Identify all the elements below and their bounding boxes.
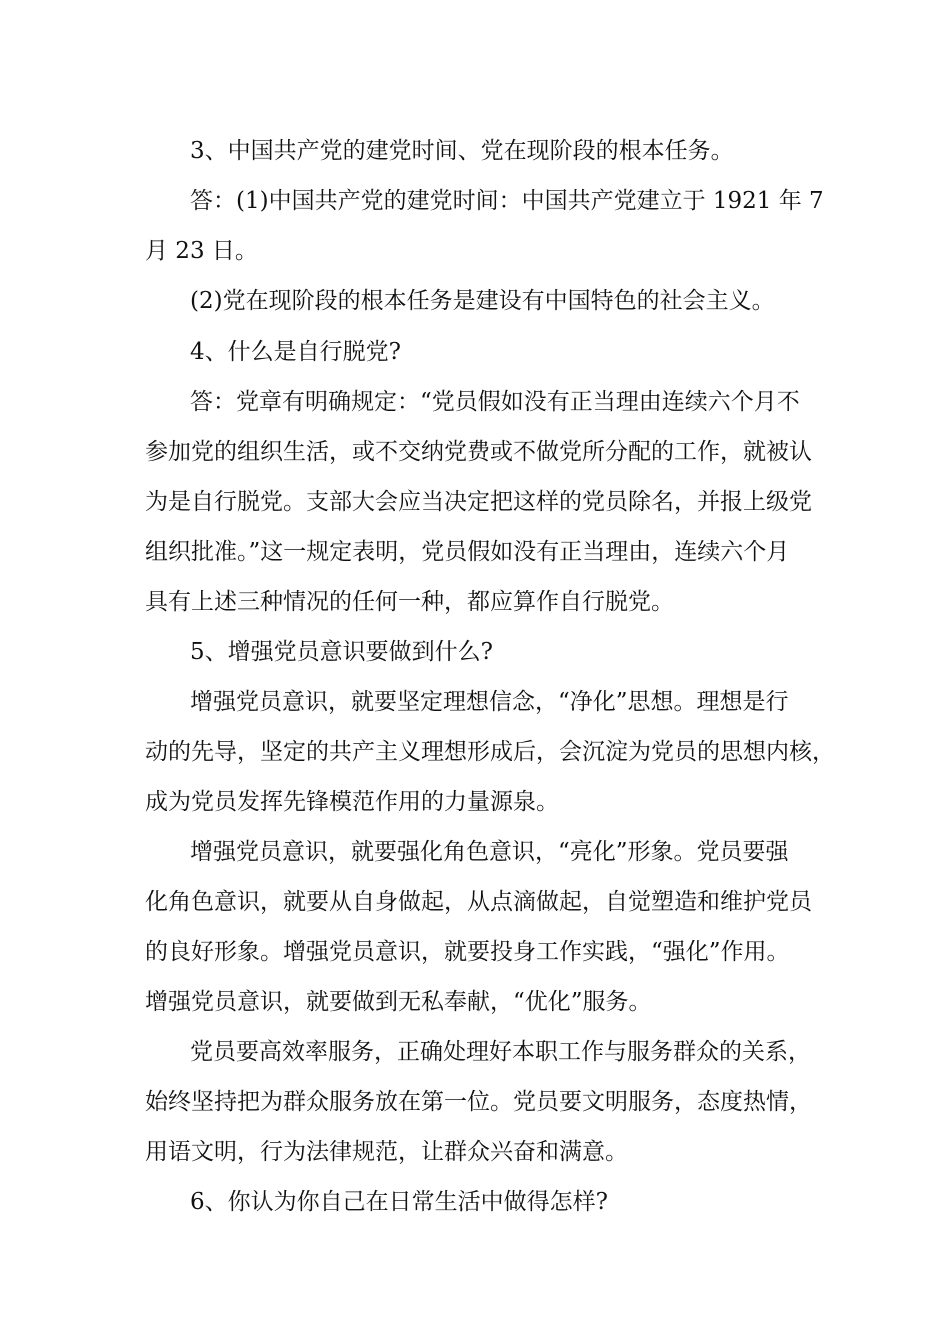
answer-4-line-5: 具有上述三种情况的任何一种，都应算作自行脱党。 <box>145 589 674 615</box>
answer-4-line-3: 为是自行脱党。支部大会应当决定把这样的党员除名，并报上级党 <box>145 489 812 515</box>
answer-4-line-4: 组织批准。”这一规定表明，党员假如没有正当理由，连续六个月 <box>145 539 790 565</box>
answer-5-para-3-line-2: 始终坚持把为群众服务放在第一位。党员要文明服务，态度热情， <box>145 1089 812 1115</box>
answer-5-para-1-line-2: 动的先导，坚定的共产主义理想形成后，会沉淀为党员的思想内核， <box>145 739 835 765</box>
answer-5-para-2-line-2: 化角色意识，就要从自身做起，从点滴做起，自觉塑造和维护党员 <box>145 889 812 915</box>
answer-5-para-2-line-3: 的良好形象。增强党员意识，就要投身工作实践，“强化”作用。 <box>145 939 790 965</box>
answer-5-para-1-line-3: 成为党员发挥先锋模范作用的力量源泉。 <box>145 789 559 815</box>
question-3-heading: 3、中国共产党的建党时间、党在现阶段的根本任务。 <box>190 138 734 164</box>
answer-3-line-3: (2)党在现阶段的根本任务是建设有中国特色的社会主义。 <box>190 288 775 314</box>
answer-4-line-1: 答：党章有明确规定：“党员假如没有正当理由连续六个月不 <box>190 389 800 415</box>
answer-3-line-2: 月 23 日。 <box>145 238 258 264</box>
answer-5-para-1-line-1: 增强党员意识，就要坚定理想信念，“净化”思想。理想是行 <box>190 689 789 715</box>
answer-3-line-1: 答：(1)中国共产党的建党时间：中国共产党建立于 1921 年 7 <box>190 188 824 214</box>
question-5-heading: 5、增强党员意识要做到什么? <box>190 639 493 665</box>
answer-4-line-2: 参加党的组织生活，或不交纳党费或不做党所分配的工作，就被认 <box>145 439 812 465</box>
question-6-heading: 6、你认为你自己在日常生活中做得怎样? <box>190 1189 608 1215</box>
answer-5-para-2-line-4: 增强党员意识，就要做到无私奉献，“优化”服务。 <box>145 989 652 1015</box>
answer-5-para-3-line-3: 用语文明，行为法律规范，让群众兴奋和满意。 <box>145 1139 628 1165</box>
answer-5-para-3-line-1: 党员要高效率服务，正确处理好本职工作与服务群众的关系， <box>190 1039 811 1065</box>
answer-5-para-2-line-1: 增强党员意识，就要强化角色意识，“亮化”形象。党员要强 <box>190 839 789 865</box>
question-4-heading: 4、什么是自行脱党? <box>190 339 401 365</box>
